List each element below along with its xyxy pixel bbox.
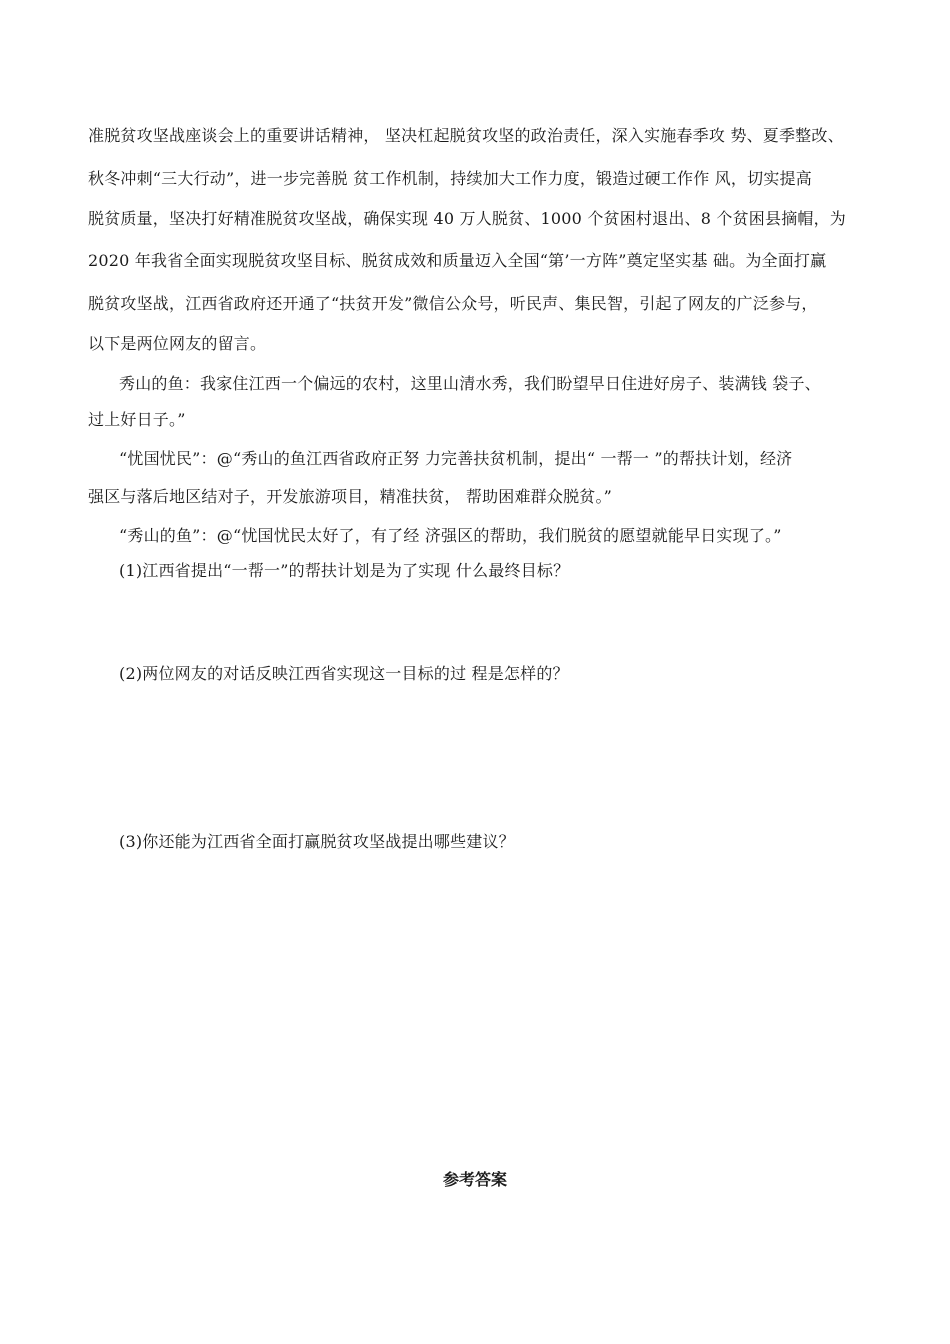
answer-heading: 参考答案 [442, 1170, 507, 1189]
question-1: (1)江西省提出“一帮一”的帮扶计划是为了实现 什么最终目标？ [119, 561, 570, 580]
paragraph-line-4: 2020 年我省全面实现脱贫攻坚目标、脱贫成效和质量迈入全国“第’一方阵”奠定坚实基 础。为全面打赢 [88, 251, 827, 270]
paragraph-line-6: 以下是两位网友的留言。 [88, 334, 267, 353]
comment-3: “秀山的鱼”：@“忧国忧民太好了，有了经 济强区的帮助，我们脱贫的愿望就能早日实现了。” [119, 526, 782, 545]
paragraph-line-2: 秋冬冲刺“三大行动”，进一步完善脱 贫工作机制，持续加大工作力度，锻造过硬工作作 风，切实提高 [88, 169, 812, 188]
question-3: (3)你还能为江西省全面打赢脱贫攻坚战提出哪些建议？ [119, 832, 515, 851]
comment-1-line-1: 秀山的鱼：我家住江西一个偏远的农村，这里山清水秀，我们盼望早日住进好房子、装满钱 袋子、 [119, 374, 821, 393]
paragraph-line-1: 准脱贫攻坚战座谈会上的重要讲话精神， 坚决杠起脱贫攻坚的政治责任，深入实施春季攻 势、夏季整改、 [88, 126, 844, 145]
comment-2-line-1: “忧国忧民”：@“秀山的鱼江西省政府正努 力完善扶贫机制，提出“ 一帮一 ”的帮扶计划，经济 [119, 449, 793, 468]
comment-2-line-2: 强区与落后地区结对子，开发旅游项目，精准扶贫， 帮助困难群众脱贫。” [88, 487, 613, 506]
question-2: (2)两位网友的对话反映江西省实现这一目标的过 程是怎样的？ [119, 664, 569, 683]
comment-1-line-2: 过上好日子。” [88, 410, 186, 429]
paragraph-line-5: 脱贫攻坚战，江西省政府还开通了“扶贫开发”微信公众号，听民声、集民智，引起了网友的广泛参与， [88, 294, 818, 313]
paragraph-line-3: 脱贫质量，坚决打好精准脱贫攻坚战，确保实现 40 万人脱贫、1000 个贫困村退出、8 个贫困县摘帽，为 [88, 209, 847, 228]
